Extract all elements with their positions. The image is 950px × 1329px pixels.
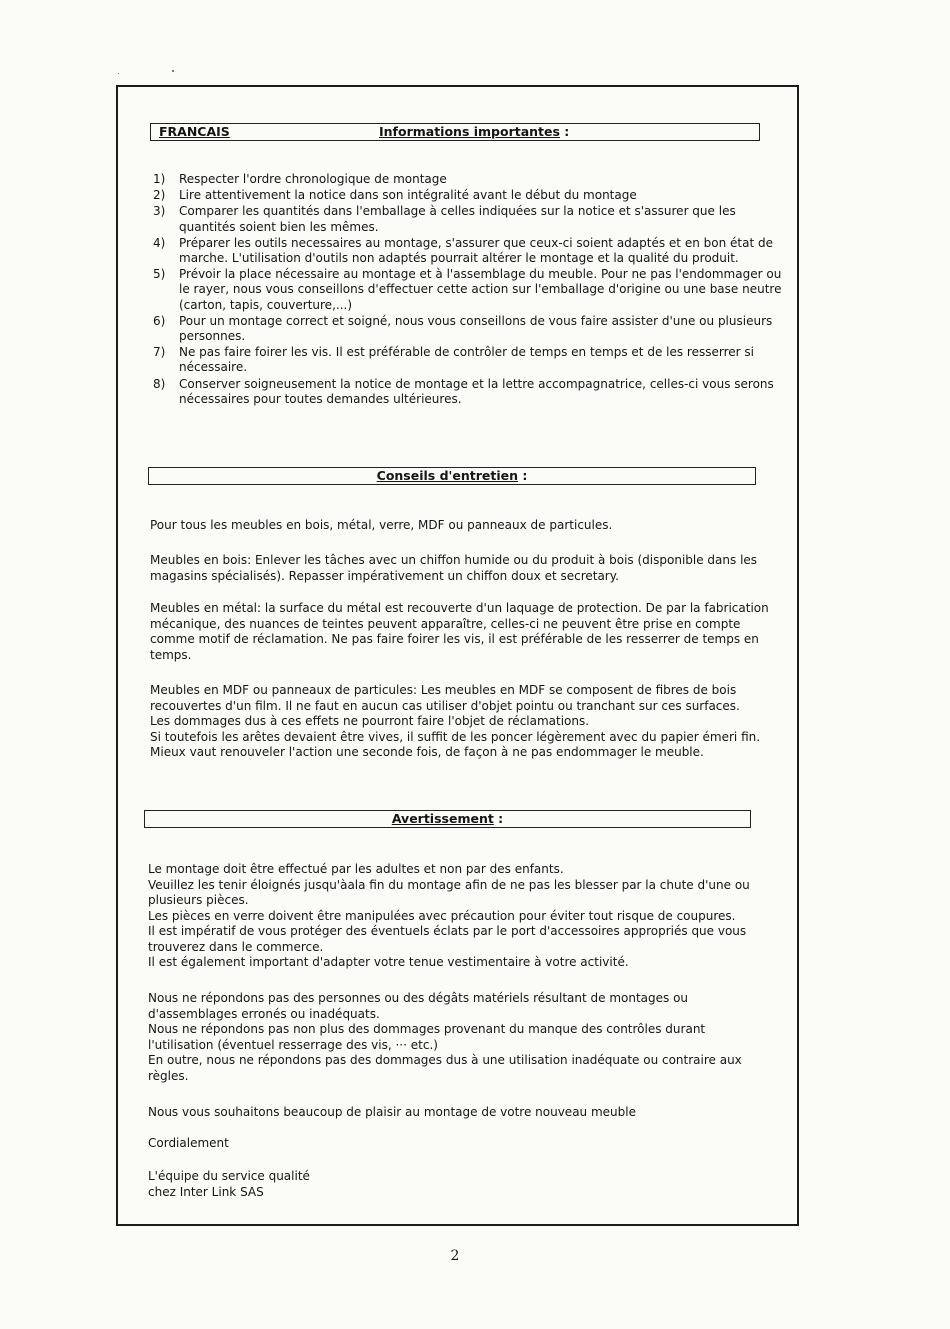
scan-speck [118,73,119,74]
avertissement-block-2 [148,991,772,1084]
list-item [147,377,787,407]
mdf-line: Si toutefois les arêtes devaient être vives, il suffit de les poncer légèrement avec du papier émeri fin. Mieux vaut renouveler l'action une seconde fois, de façon à ne pas endommager le meuble. [150,729,761,759]
signature-team: L'équipe du service qualité [148,1169,310,1183]
list-item-text: Conserver soigneusement la notice de montage et la lettre accompagnatrice, celles-ci vous serons nécessaires pour toutes demandes ultérieures. [179,376,774,406]
liability-line: Nous ne répondons pas des personnes ou des dégâts matériels résultant de montages ou d'assemblages erronés ou inadéquats. [148,991,689,1021]
list-item [147,345,787,375]
list-item-number: 1) [153,172,166,186]
list-item [147,204,787,234]
mdf-line: Meubles en MDF ou panneaux de particules: Les meubles en MDF se composent de fibres de bois recouvertes d'un film. Il ne faut en aucun cas utiliser d'objet pointu ou tranchant sur ces surfaces. [150,683,740,713]
warning-line: Il est impératif de vous protéger des éventuels éclats par le port d'accessoires appropriés que vous trouverez dans le commerce. [148,924,747,954]
list-item-text: Pour un montage correct et soigné, nous vous conseillons de vous faire assister d'une ou plusieurs personnes. [179,313,773,344]
closing-text: Cordialement [148,1136,229,1150]
list-item-number: 3) [153,204,166,219]
list-item-text: Ne pas faire foirer les vis. Il est préférable de contrôler de temps en temps et de les resserrer si nécessaire. [179,345,754,375]
conseils-bois: Meubles en bois: Enlever les tâches avec un chiffon humide ou du produit à bois (disponible dans les magasins spécialisés). Repasser impérativement un chiffon doux et secretary. [150,553,758,583]
warning-line: Veuillez les tenir éloignés jusqu'àala fin du montage afin de ne pas les blesser par la chute d'une ou plusieurs pièces. [148,877,750,907]
list-item-number: 4) [153,235,166,250]
list-item [147,172,787,187]
wish-text: Nous vous souhaitons beaucoup de plaisir au montage de votre nouveau meuble [148,1105,636,1119]
liability-line: En outre, nous ne répondons pas des dommages dus à une utilisation inadéquate ou contraire aux règles. [148,1053,742,1083]
list-item-number: 2) [153,188,166,203]
avertissement-block-1 [148,862,772,971]
list-item-number: 8) [153,376,166,391]
list-item [147,236,787,266]
warning-line: Le montage doit être effectué par les adultes et non par des enfants. [148,862,564,876]
section-header-avertissement: Avertissement : [144,810,751,828]
warning-line: Les pièces en verre doivent être manipulées avec précaution pour éviter tout risque de coupures. [148,908,736,923]
list-item-text: Prévoir la place nécessaire au montage et à l'assemblage du meuble. Pour ne pas l'endommager ou le rayer, nous vous conseillons d'effectuer cette action sur l'emballage d'origine ou une base neutre (carton, tapis, couverture,...) [179,267,782,312]
list-item [147,314,787,344]
list-item-number: 7) [153,345,166,360]
warning-line: Il est également important d'adapter votre tenue vestimentaire à votre activité. [148,955,629,969]
list-item-number: 5) [153,267,166,282]
page-number: 2 [450,1248,460,1264]
language-label: FRANCAIS [159,124,230,139]
list-item-text: Lire attentivement la notice dans son intégralité avant le début du montage [179,188,637,203]
signature [148,1169,772,1200]
section-header-conseils: Conseils d'entretien : [148,467,756,485]
section-title: Informations importantes : [379,124,570,139]
conseils-metal: Meubles en métal: la surface du métal est recouverte d'un laquage de protection. De par la fabrication mécanique, des nuances de teintes peuvent apparaître, celles-ci ne peuvent être prise en compte comme motif de réclamation. Ne pas faire foirer les vis, il est préférable de les resserrer de temps en temps. [150,601,769,662]
signature-company: chez Inter Link SAS [148,1184,264,1199]
list-item [147,188,787,203]
list-item-number: 6) [153,313,166,328]
list-item-text: Préparer les outils necessaires au montage, s'assurer que ceux-ci soient adaptés et en bon état de marche. L'utilisation d'outils non adaptés pourrait altérer le montage et la qualité du produit. [179,235,773,266]
list-item-text: Comparer les quantités dans l'emballage à celles indiquées sur la notice et s'assurer que les quantités soient bien les mêmes. [179,204,736,234]
liability-line: Nous ne répondons pas non plus des dommages provenant du manque des contrôles durant l'utilisation (éventuel resserrage des vis, ··· etc.) [148,1022,706,1052]
conseils-mdf [150,683,774,761]
important-instructions-list [147,172,787,408]
mdf-line: Les dommages dus à ces effets ne pourront faire l'objet de réclamations. [150,714,590,728]
list-item-text: Respecter l'ordre chronologique de montage [179,172,447,186]
conseils-intro: Pour tous les meubles en bois, métal, verre, MDF ou panneaux de particules. [150,518,613,532]
scan-speck [172,70,174,72]
section-header-informations [150,123,760,141]
list-item [147,267,787,313]
